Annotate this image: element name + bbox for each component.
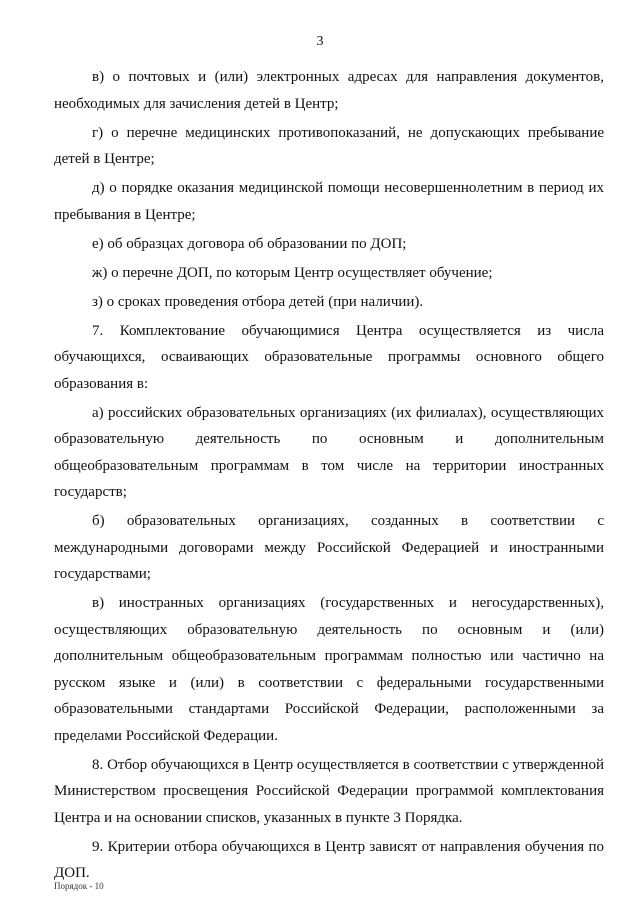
paragraph-v-foreign-orgs: в) иностранных организациях (государственных и негосударственных), осуществляющих образовательную деятельность по основным и (или) дополнительным общеобразовательным программам полностью или частично на русском языке и (или) в соответствии с федеральными государственными образовательными стандартами Российской Федерации, расположенными за пределами Российской Федерации.: [54, 595, 604, 744]
paragraph-e-contract-samples: е) об образцах договора об образовании по ДОП;: [92, 235, 407, 252]
paragraph-7-staffing: 7. Комплектование обучающимися Центра осуществляется из числа обучающихся, осваивающих образовательные программы основного общего образования в:: [54, 322, 604, 392]
paragraph-z-selection-dates: з) о сроках проведения отбора детей (при наличии).: [92, 293, 424, 310]
paragraph-9-criteria: 9. Критерии отбора обучающихся в Центр зависят от направления обучения по ДОП.: [54, 838, 604, 881]
paragraph-d-medical-care: д) о порядке оказания медицинской помощи несовершеннолетним в период их пребывания в Центре;: [54, 180, 604, 223]
paragraph-8-selection: 8. Отбор обучающихся в Центр осуществляется в соответствии с утвержденной Министерством просвещения Российской Федерации программой комплектования Центра и на основании списков, указанных в пункте 3 Порядка.: [54, 756, 604, 826]
paragraph-v-addresses: в) о почтовых и (или) электронных адресах для направления документов, необходимых для зачисления детей в Центр;: [54, 69, 604, 112]
paragraph-a-russian-orgs: а) российских образовательных организациях (их филиалах), осуществляющих образовательную деятельность по основным и дополнительным общеобразовательным программам в том числе на территории иностранных государств;: [54, 404, 604, 500]
page-number: 3: [316, 34, 324, 49]
paragraph-g-contraindications: г) о перечне медицинских противопоказаний, не допускающих пребывание детей в Центре;: [54, 124, 604, 167]
paragraph-zh-dop-list: ж) о перечне ДОП, по которым Центр осуществляет обучение;: [92, 264, 493, 281]
page-footer: Порядок - 10: [54, 881, 104, 891]
paragraph-b-intl-agreements: б) образовательных организациях, созданных в соответствии с международными договорами между Российской Федерацией и иностранными государствами;: [54, 513, 604, 582]
document-body: [54, 64, 604, 889]
